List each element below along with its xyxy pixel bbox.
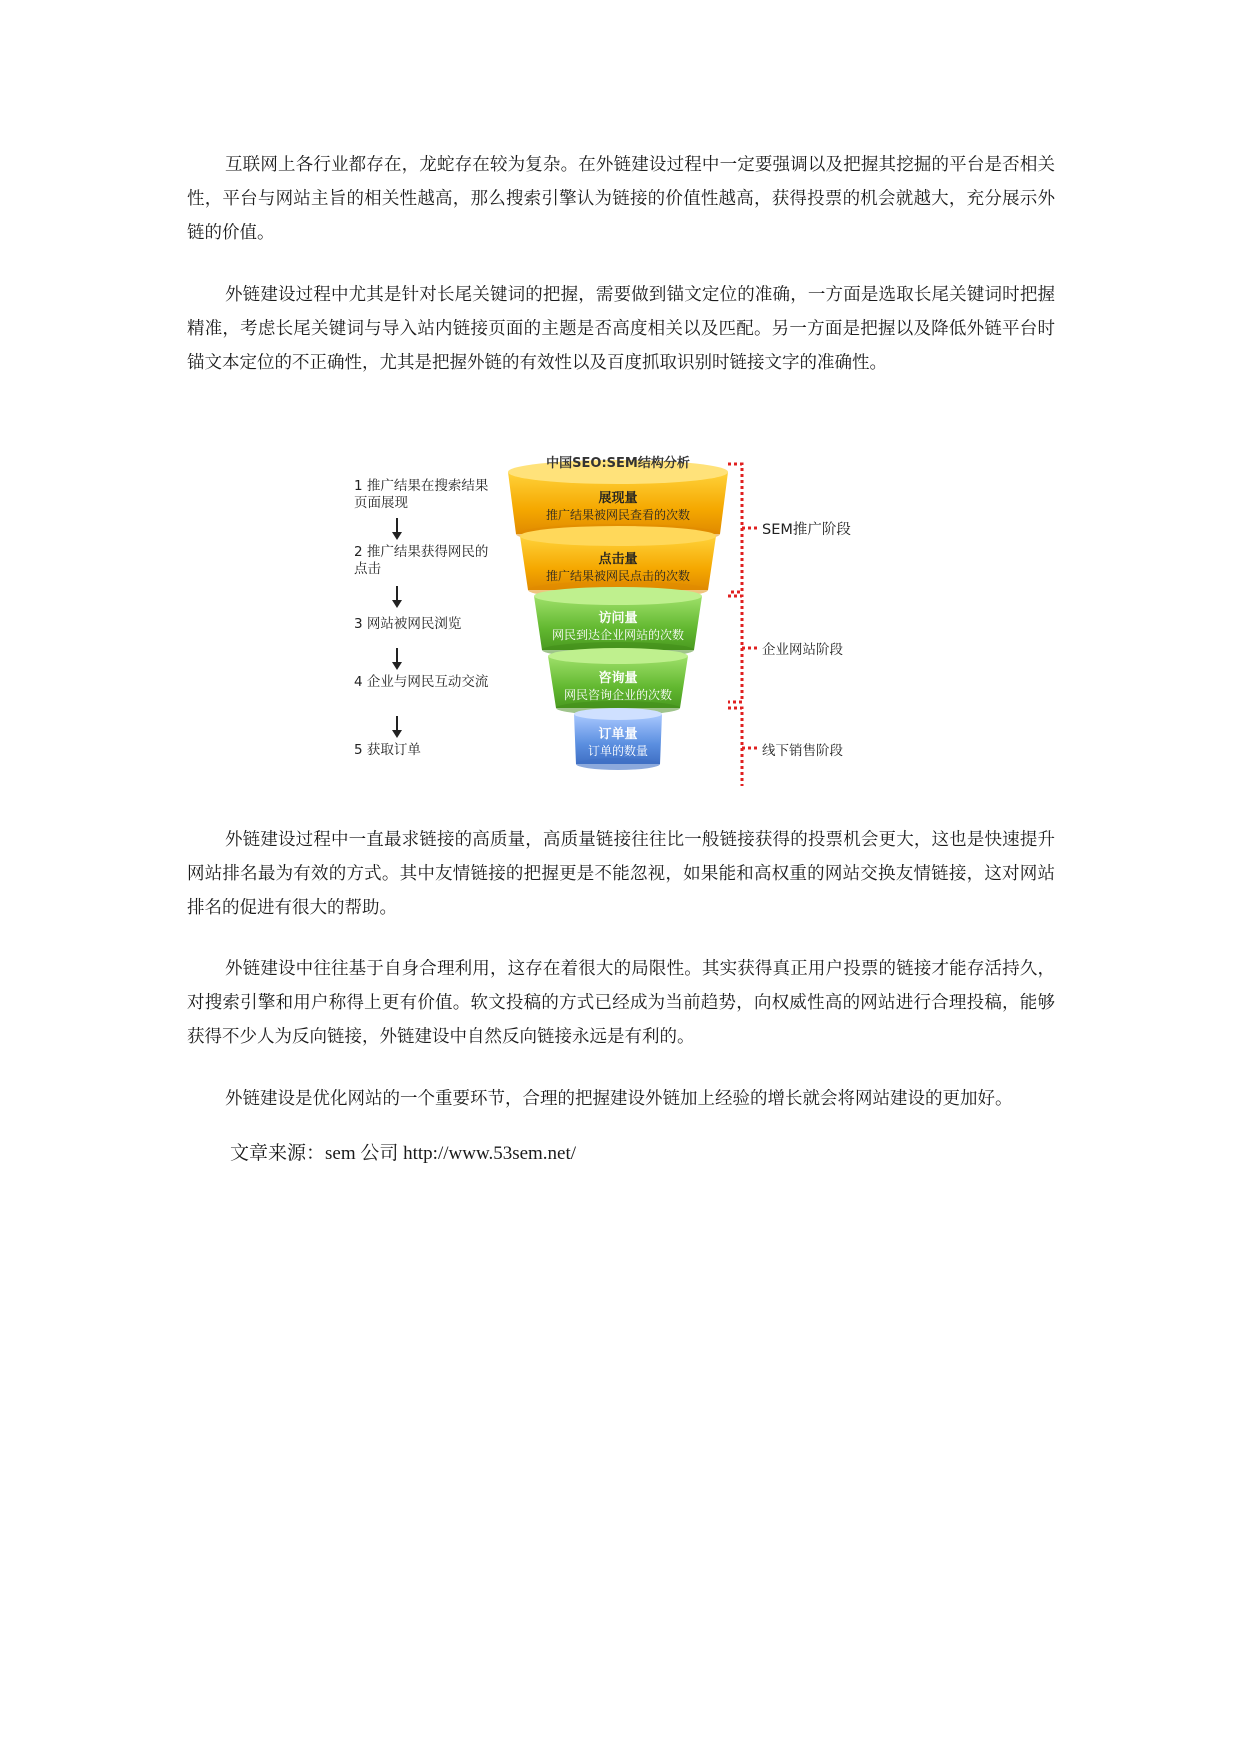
step-5: 5 获取订单	[354, 742, 421, 758]
funnel-label-1: 展现量	[598, 491, 638, 506]
funnel-desc-1: 推广结果被网民查看的次数	[545, 508, 691, 522]
source-label: 文章来源：	[230, 1143, 326, 1164]
paragraph-2: 外链建设过程中尤其是针对长尾关键词的把握，需要做到锚文定位的准确，一方面是选取长尾关键词时把握精准，考虑长尾关键词与导入站内链接页面的主题是否高度相关以及匹配。另一方面是把握以及降低外链平台时锚文本定位的不正确性，尤其是把握外链的有效性以及百度抓取识别时链接文字的准确性。	[187, 285, 1055, 373]
paragraph-1: 互联网上各行业都存在，龙蛇存在较为复杂。在外链建设过程中一定要强调以及把握其挖掘的平台是否相关性，平台与网站主旨的相关性越高，那么搜索引擎认为链接的价值性越高，获得投票的机会就越大，充分展示外链的价值。	[187, 155, 1055, 243]
diagram-title: 中国SEO:SEM结构分析	[546, 456, 690, 471]
article-source	[230, 1138, 576, 1165]
paragraph-4: 外链建设中往往基于自身合理利用，这存在着很大的局限性。其实获得真正用户投票的链接才能存活持久，对搜索引擎和用户称得上更有价值。软文投稿的方式已经成为当前趋势，向权威性高的网站进行合理投稿，能够获得不少人为反向链接，外链建设中自然反向链接永远是有利的。	[187, 959, 1055, 1047]
arrow-down-icon	[392, 716, 402, 738]
funnel-desc-3: 网民到达企业网站的次数	[551, 628, 685, 642]
funnel-desc-4: 网民咨询企业的次数	[563, 688, 673, 702]
step-3: 3 网站被网民浏览	[354, 616, 462, 632]
funnel-label-2: 点击量	[598, 552, 638, 567]
stage-label-offline: 线下销售阶段	[762, 743, 843, 759]
sem-funnel-diagram	[348, 452, 948, 792]
arrow-down-icon	[392, 586, 402, 608]
paragraph-3: 外链建设过程中一直最求链接的高质量，高质量链接往往比一般链接获得的投票机会更大，这也是快速提升网站排名最为有效的方式。其中友情链接的把握更是不能忽视，如果能和高权重的网站交换友情链接，这对网站排名的促进有很大的帮助。	[187, 830, 1055, 918]
funnel-desc-5: 订单的数量	[587, 744, 649, 758]
funnel-desc-2: 推广结果被网民点击的次数	[545, 569, 691, 583]
step-4: 4 企业与网民互动交流	[354, 674, 489, 690]
source-company: sem 公司	[325, 1143, 404, 1164]
funnel-label-4: 咨询量	[598, 671, 638, 686]
step-1: 1 推广结果在搜索结果页面展现	[354, 478, 489, 511]
stage-label-sem: SEM推广阶段	[762, 522, 851, 538]
arrow-down-icon	[392, 518, 402, 540]
stage-brackets	[728, 464, 758, 786]
stage-label-website: 企业网站阶段	[762, 642, 843, 658]
arrow-down-icon	[392, 648, 402, 670]
funnel-label-3: 访问量	[598, 611, 638, 626]
funnel-label-5: 订单量	[598, 727, 638, 742]
source-url-link[interactable]: http://www.53sem.net/	[403, 1143, 577, 1164]
step-2: 2 推广结果获得网民的点击	[354, 544, 489, 577]
paragraph-5: 外链建设是优化网站的一个重要环节，合理的把握建设外链加上经验的增长就会将网站建设的更加好。	[225, 1089, 1013, 1109]
